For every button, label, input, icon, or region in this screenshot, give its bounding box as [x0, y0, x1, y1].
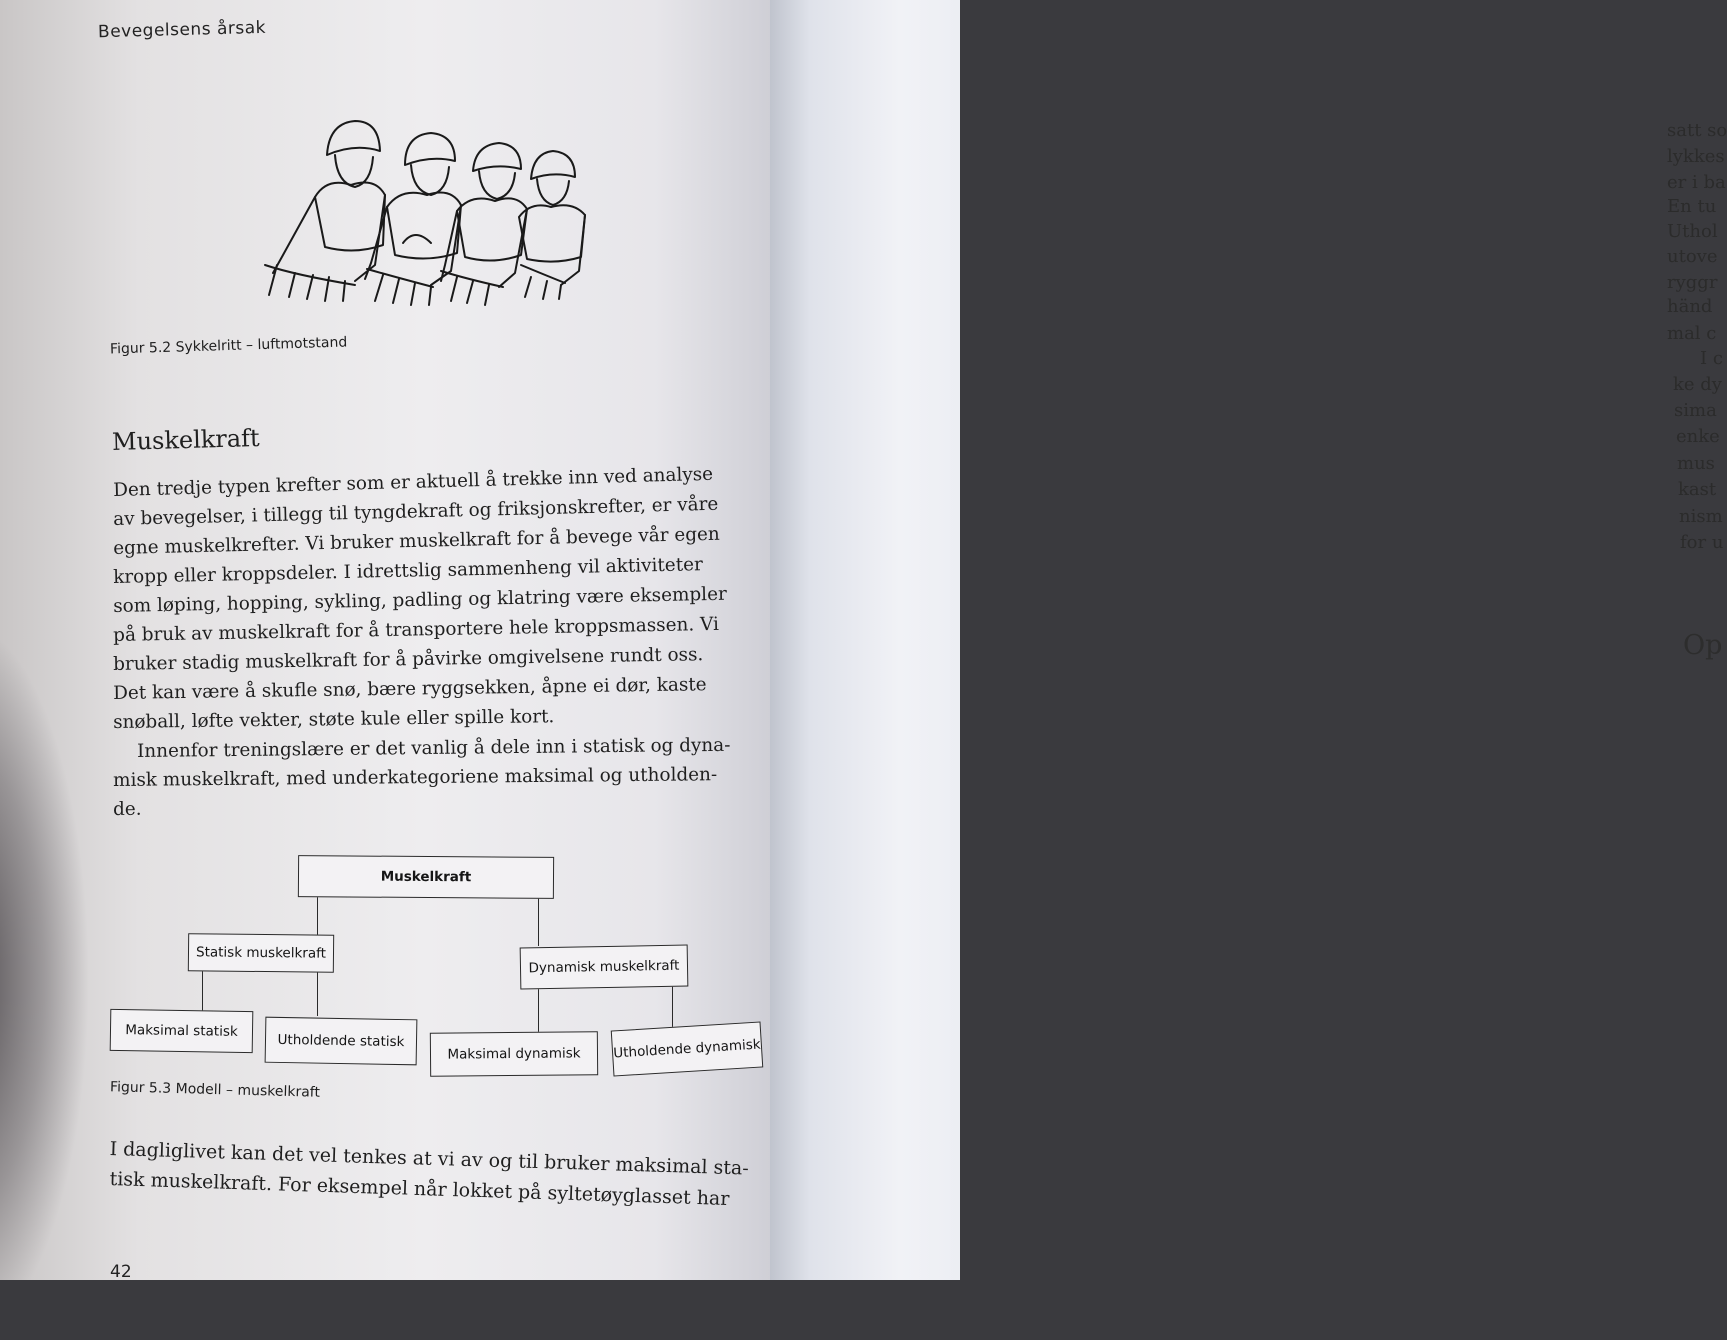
cyclist-4 — [519, 151, 585, 299]
connector-line — [317, 970, 318, 1016]
facing-page-line: händ — [1667, 296, 1713, 317]
facing-page-line: mus — [1677, 453, 1715, 474]
connector-line — [672, 986, 673, 1032]
page-number: 42 — [110, 1262, 132, 1282]
paragraph-line: av bevegelser, i tillegg til tyngdekraft og friksjonskrefter, er våre — [113, 493, 719, 530]
paragraph-line: de. — [113, 798, 142, 820]
facing-page-line: ryggr — [1667, 272, 1718, 293]
paragraph-line: på bruk av muskelkraft for å transportere hele kroppsmassen. Vi — [113, 613, 720, 646]
hand-shadow — [0, 620, 90, 1340]
paragraph-line: bruker stadig muskelkraft for å påvirke omgivelsene rundt oss. — [113, 644, 704, 675]
facing-page-line: utove — [1667, 246, 1718, 267]
model-box-maksimal-dynamisk: Maksimal dynamisk — [430, 1031, 598, 1076]
cyclists-illustration — [255, 115, 605, 315]
facing-page-line: satt so — [1667, 120, 1727, 141]
paragraph-line: kropp eller kroppsdeler. I idrettslig sammenheng vil aktiviteter — [113, 554, 703, 588]
model-box-maksimal-statisk: Maksimal statisk — [110, 1009, 254, 1053]
paragraph-line: egne muskelkrefter. Vi bruker muskelkraft for å bevege vår egen — [113, 523, 721, 559]
paragraph-line: Det kan være å skufle snø, bære ryggsekken, åpne ei dør, kaste — [113, 674, 707, 704]
paragraph-line: som løping, hopping, sykling, padling og klatring være eksempler — [113, 583, 727, 617]
model-box-utholdende-dynamisk: Utholdende dynamisk — [611, 1021, 764, 1076]
model-box-statisk: Statisk muskelkraft — [188, 933, 334, 973]
facing-page-line: enke — [1676, 426, 1720, 447]
model-box-root: Muskelkraft — [298, 855, 554, 899]
facing-page-line: er i ba — [1667, 172, 1726, 193]
section-title: Muskelkraft — [111, 423, 260, 457]
facing-page-line: En tu — [1667, 196, 1717, 217]
facing-page — [760, 0, 1727, 1280]
connector-line — [202, 970, 203, 1012]
facing-page-line: Uthol — [1667, 221, 1718, 242]
model-box-dynamisk: Dynamisk muskelkraft — [520, 945, 689, 990]
facing-page-line: for u — [1680, 532, 1724, 553]
book-page — [0, 0, 770, 1280]
facing-page-line: mal c — [1667, 323, 1717, 344]
paragraph-line: tisk muskelkraft. For eksempel når lokket på syltetøyglasset har — [109, 1168, 730, 1211]
paragraph-line: Den tredje typen krefter som er aktuell å trekke inn ved analyse — [113, 463, 714, 501]
model-box-utholdende-statisk: Utholdende statisk — [265, 1017, 418, 1066]
facing-page-line: lykkes — [1667, 146, 1725, 167]
figure-caption: Figur 5.3 Modell – muskelkraft — [109, 1079, 321, 1101]
cyclist-3 — [441, 143, 527, 305]
paragraph-line: misk muskelkraft, med underkategoriene maksimal og utholden- — [113, 764, 718, 791]
facing-page-line: nism — [1679, 506, 1723, 527]
connector-line — [317, 896, 318, 936]
facing-page-line: ke dy — [1673, 374, 1722, 395]
facing-page-heading: Op — [1683, 630, 1723, 661]
running-header: Bevegelsens årsak — [97, 17, 267, 43]
facing-page-line: sima — [1674, 400, 1717, 421]
connector-line — [538, 988, 539, 1034]
facing-page-line: kast — [1678, 479, 1717, 500]
cyclist-2 — [365, 133, 461, 305]
connector-line — [538, 898, 539, 946]
paragraph-line: snøball, løfte vekter, støte kule eller spille kort. — [113, 706, 555, 733]
paragraph-line: Innenfor treningslære er det vanlig å dele inn i statisk og dyna- — [137, 734, 731, 762]
paragraph-line: I dagliglivet kan det vel tenkes at vi av og til bruker maksimal sta- — [109, 1138, 750, 1180]
figure-caption: Figur 5.2 Sykkelritt – luftmotstand — [109, 334, 348, 358]
facing-page-line: I c — [1700, 348, 1723, 369]
